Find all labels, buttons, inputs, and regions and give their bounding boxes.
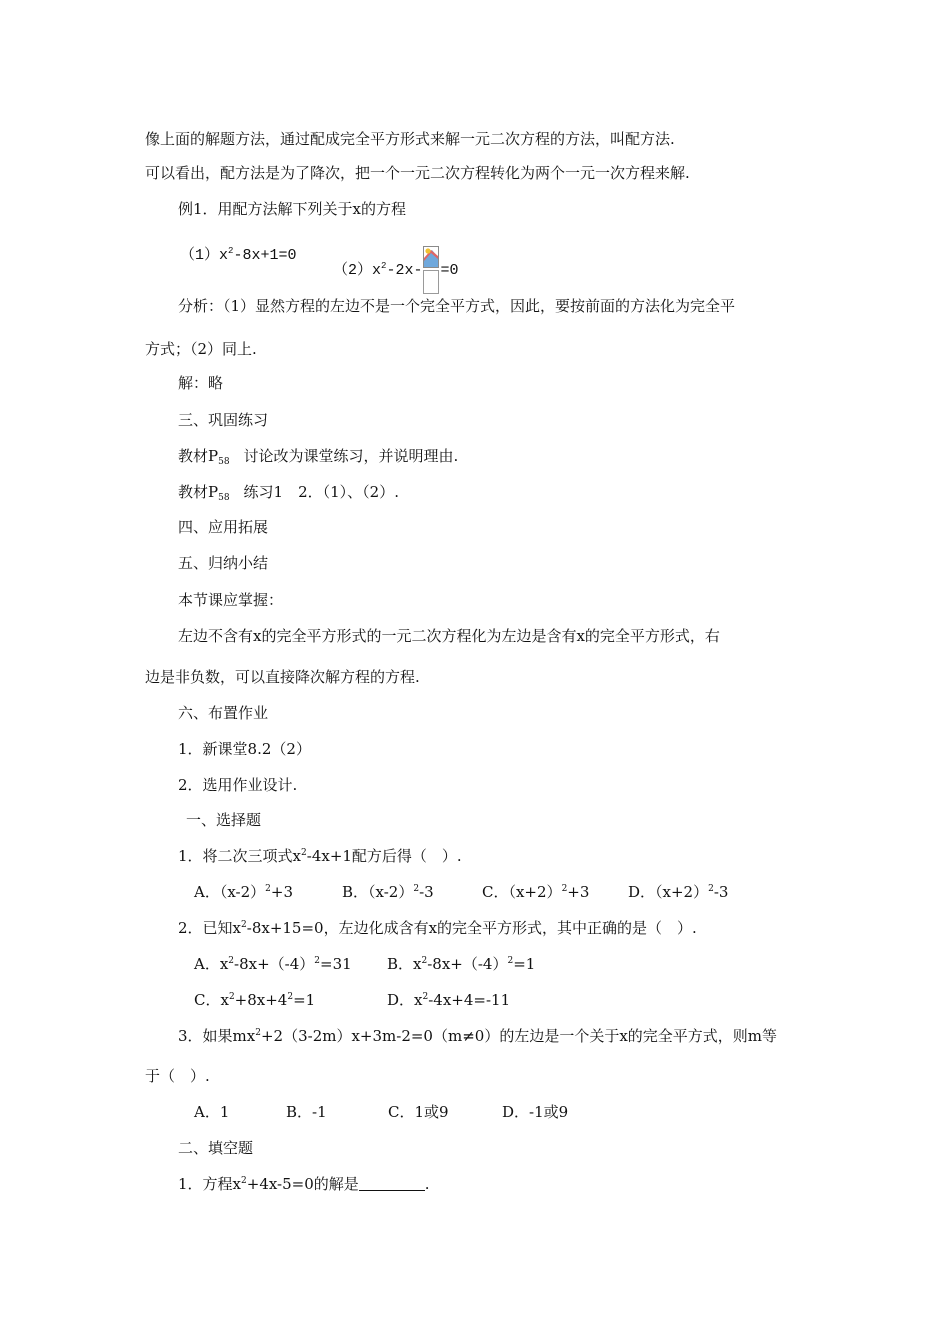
q1-option-d: [628, 882, 728, 902]
q2-pre: 2．已知x: [178, 919, 242, 937]
example-title: 例1．用配方法解下列关于x的方程: [178, 200, 407, 218]
q1-option-c-pre: C．（x+2）: [482, 883, 562, 901]
fill-heading: 二、填空题: [178, 1139, 254, 1157]
q2-option-c-exp1: 2: [228, 992, 235, 1002]
q1-option-a-exp: 2: [265, 884, 271, 894]
q1-option-c-exp: 2: [561, 884, 568, 894]
q1-option-d-exp: 2: [708, 884, 714, 894]
answer-blank[interactable]: [359, 1175, 425, 1191]
intro-line-2: 可以看出，配方法是为了降次，把一个一元二次方程转化为两个一元一次方程来解.: [145, 164, 690, 182]
summary-intro: 本节课应掌握：: [178, 591, 284, 609]
extension-heading: 四、应用拓展: [178, 518, 269, 536]
practice-item-2-pre: 教材P: [178, 483, 219, 501]
choice-q3-line-2: 于（ ）.: [145, 1067, 210, 1085]
q2-option-d-exp1: 2: [422, 992, 429, 1002]
q1-option-c-post: +3: [567, 883, 590, 901]
q2-option-b: [387, 954, 535, 974]
eq1-rest: -8x+1=0: [233, 247, 297, 264]
q1-pre: 1．将二次三项式x: [178, 847, 302, 865]
q1-post: -4x+1配方后得（ ）.: [306, 847, 462, 865]
practice-item-2-post: 练习1 2．（1）、（2）.: [243, 483, 399, 501]
summary-text-2: 边是非负数，可以直接降次解方程的方程.: [145, 668, 420, 686]
eq2-tail: =0: [440, 262, 459, 279]
q2-option-d-pre: D．x: [387, 991, 423, 1009]
q2-exponent: 2: [241, 920, 247, 930]
practice-heading: 三、巩固练习: [178, 411, 269, 429]
q2-option-d-post: -4x+4=-11: [428, 991, 511, 1009]
analysis-line-2: 方式；（2）同上.: [145, 340, 257, 358]
q3-option-b: B．-1: [286, 1103, 327, 1121]
q2-option-c-post: =1: [293, 991, 316, 1009]
q2-option-a-mid: -8x+（-4）: [234, 955, 315, 973]
q2-option-b-post: =1: [513, 955, 536, 973]
q2-option-a-post: =31: [320, 955, 352, 973]
q2-option-b-mid: -8x+（-4）: [427, 955, 508, 973]
q2-option-b-exp1: 2: [421, 956, 428, 966]
q2-option-c: [194, 990, 315, 1010]
homework-heading: 六、布置作业: [178, 704, 269, 722]
practice-item-2-page: 58: [218, 493, 230, 503]
summary-text-1: 左边不含有x的完全平方形式的一元二次方程化为左边是含有x的完全平方形式，右: [178, 627, 720, 645]
eq2-base: x: [372, 262, 382, 279]
eq2-mid: -2x-: [386, 262, 423, 279]
q1-option-b-post: -3: [419, 883, 434, 901]
example-equation-2: [333, 246, 459, 279]
broken-image-icon: [423, 246, 439, 294]
summary-heading: 五、归纳小结: [178, 554, 269, 572]
practice-item-1-post: 讨论改为课堂练习，并说明理由.: [243, 447, 459, 465]
choice-q1: [178, 846, 462, 866]
q3-option-c: C．1或9: [388, 1103, 449, 1121]
q2-option-c-pre: C．x: [194, 991, 229, 1009]
fill-q1-pre: 1．方程x: [178, 1175, 242, 1193]
q1-option-a-post: +3: [270, 883, 293, 901]
fill-q1-exponent: 2: [241, 1176, 247, 1186]
eq1-label: （1）: [180, 247, 220, 264]
practice-item-2: [178, 482, 399, 502]
q1-option-b-pre: B．（x-2）: [342, 883, 414, 901]
practice-item-1-pre: 教材P: [178, 447, 219, 465]
homework-item-1: 1．新课堂8.2（2）: [178, 740, 311, 758]
practice-item-1: [178, 446, 458, 466]
q2-option-c-mid: +8x+4: [234, 991, 288, 1009]
q1-option-d-post: -3: [713, 883, 729, 901]
eq1-base: x: [219, 247, 229, 264]
fill-q1-end: .: [424, 1175, 430, 1193]
q2-option-b-exp2: 2: [507, 956, 514, 966]
q2-option-a-pre: A．x: [194, 955, 229, 973]
q2-option-a: [194, 954, 352, 974]
intro-line-1: 像上面的解题方法，通过配成完全平方形式来解一元二次方程的方法，叫配方法.: [145, 130, 675, 148]
homework-item-2: 2．选用作业设计.: [178, 776, 298, 794]
choice-q2: [178, 918, 697, 938]
q1-option-b: [342, 882, 434, 902]
fill-q1-post: +4x-5=0的解是: [246, 1175, 359, 1193]
q3-post: +2（3-2m）x+3m-2=0（m≠0）的左边是一个关于x的完全平方式，则m等: [260, 1027, 777, 1045]
q1-option-d-pre: D．（x+2）: [628, 883, 709, 901]
solution-text: 解：略: [178, 374, 224, 392]
choice-q3: [178, 1026, 777, 1046]
eq1-exponent: 2: [228, 246, 234, 256]
choice-heading: 一、选择题: [186, 811, 262, 829]
q1-option-a-pre: A．（x-2）: [194, 883, 266, 901]
practice-item-1-page: 58: [218, 457, 230, 467]
q1-option-b-exp: 2: [413, 884, 420, 894]
q2-option-a-exp2: 2: [314, 956, 321, 966]
q1-exponent: 2: [301, 848, 307, 858]
q3-option-d: D．-1或9: [502, 1103, 569, 1121]
q1-option-a: [194, 882, 293, 902]
q3-exponent: 2: [255, 1028, 261, 1038]
q2-option-d: [387, 990, 510, 1010]
q2-option-a-exp1: 2: [228, 956, 235, 966]
q2-post: -8x+15=0，左边化成含有x的完全平方形式，其中正确的是（ ）.: [246, 919, 697, 937]
q2-option-c-exp2: 2: [287, 992, 294, 1002]
analysis-line-1: 分析：（1）显然方程的左边不是一个完全平方式，因此，要按前面的方法化为完全平: [178, 297, 736, 315]
eq2-exponent: 2: [381, 261, 387, 271]
q3-option-a: A．1: [194, 1103, 230, 1121]
q2-option-b-pre: B．x: [387, 955, 422, 973]
fill-q1: [178, 1174, 430, 1194]
eq2-label: （2）: [333, 262, 373, 279]
q1-option-c: [482, 882, 589, 902]
example-equation-1: [180, 246, 296, 266]
q3-pre: 3．如果mx: [178, 1027, 256, 1045]
